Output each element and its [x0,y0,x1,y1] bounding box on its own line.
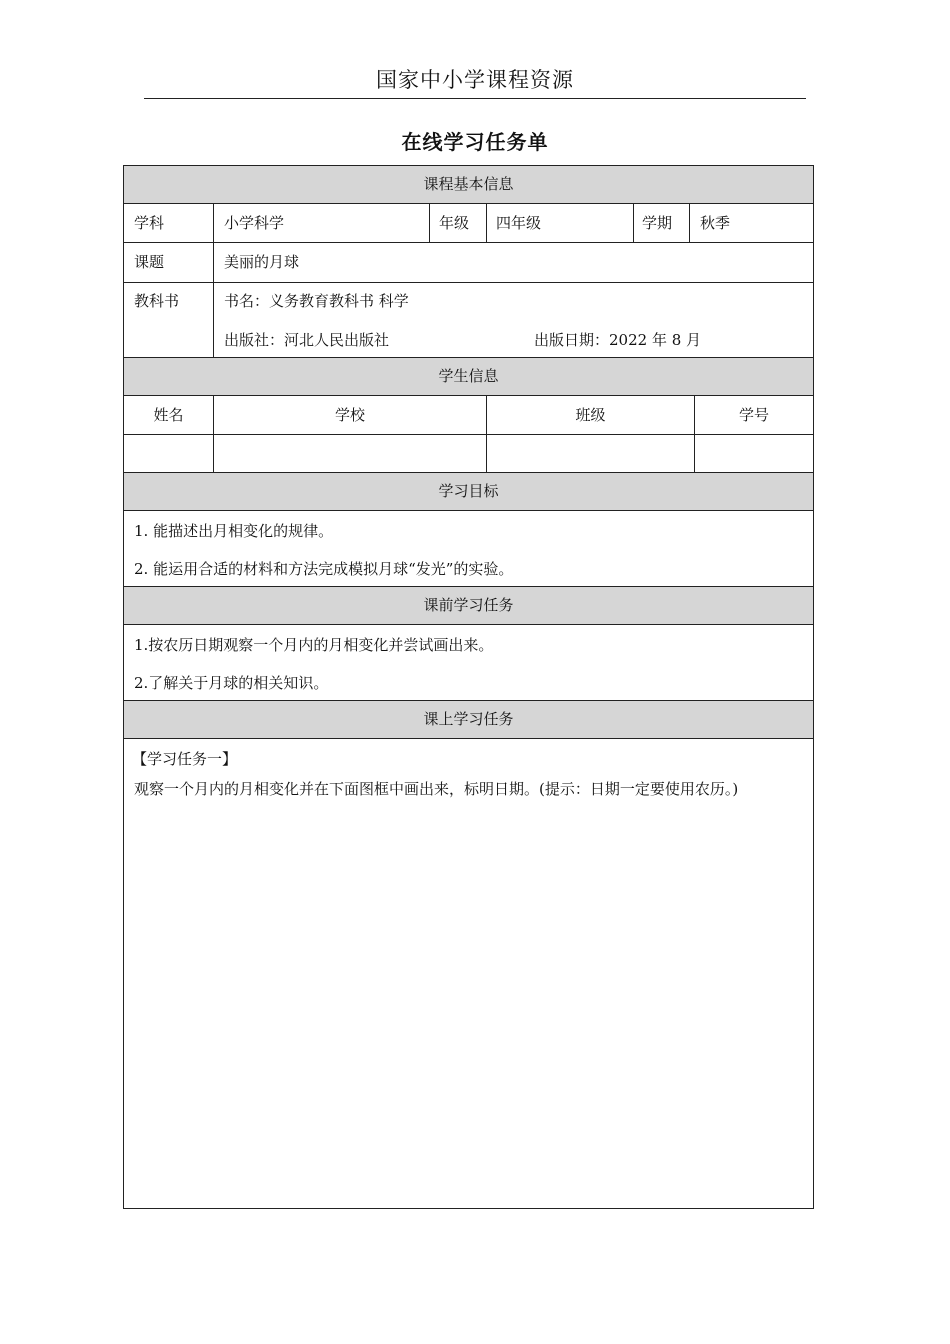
student-class-header: 班级 [575,406,606,424]
textbook-label: 教科书 [134,292,180,310]
moon-phase-drawing-area[interactable] [134,806,802,1198]
student-id-field[interactable] [695,434,813,472]
book-name: 书名：义务教育教科书 科学 [224,292,409,310]
grade-label: 年级 [439,214,470,232]
section-header-student-info: 学生信息 [124,358,813,396]
task-sheet-table [123,165,814,1209]
student-name-field[interactable] [124,434,213,472]
term-value: 秋季 [700,214,731,232]
divider [486,204,487,242]
task-one-instruction: 观察一个月内的月相变化并在下面图框中画出来，标明日期。(提示：日期一定要使用农历。) [134,780,739,798]
goal-item: 1. 能描述出月相变化的规律。 [134,522,334,540]
subject-value: 小学科学 [224,214,285,232]
document-title: 在线学习任务单 [401,130,549,154]
site-header-title: 国家中小学课程资源 [376,68,574,92]
divider [689,204,690,242]
student-school-field[interactable] [214,434,486,472]
grade-value: 四年级 [496,214,542,232]
divider [213,204,214,358]
pre-task-item: 1.按农历日期观察一个月内的月相变化并尝试画出来。 [134,636,494,654]
section-header-in-class: 课上学习任务 [124,701,813,739]
section-header-goals: 学习目标 [124,473,813,511]
topic-label: 课题 [134,253,165,271]
publisher: 出版社：河北人民出版社 [224,331,390,349]
publish-date: 出版日期：2022 年 8 月 [534,331,702,349]
student-id-header: 学号 [738,406,769,424]
goal-item: 2. 能运用合适的材料和方法完成模拟月球“发光”的实验。 [134,560,514,578]
section-header-course-info: 课程基本信息 [124,166,813,204]
subject-label: 学科 [134,214,165,232]
divider [633,204,634,242]
pre-task-item: 2.了解关于月球的相关知识。 [134,674,329,692]
task-one-heading: 【学习任务一】 [132,750,238,768]
topic-value: 美丽的月球 [224,253,300,271]
student-name-header: 姓名 [153,406,184,424]
row-border [124,282,813,283]
student-class-field[interactable] [487,434,694,472]
section-header-pre-class: 课前学习任务 [124,587,813,625]
divider [429,204,430,242]
student-school-header: 学校 [334,406,365,424]
term-label: 学期 [642,214,673,232]
header-rule [144,98,806,99]
